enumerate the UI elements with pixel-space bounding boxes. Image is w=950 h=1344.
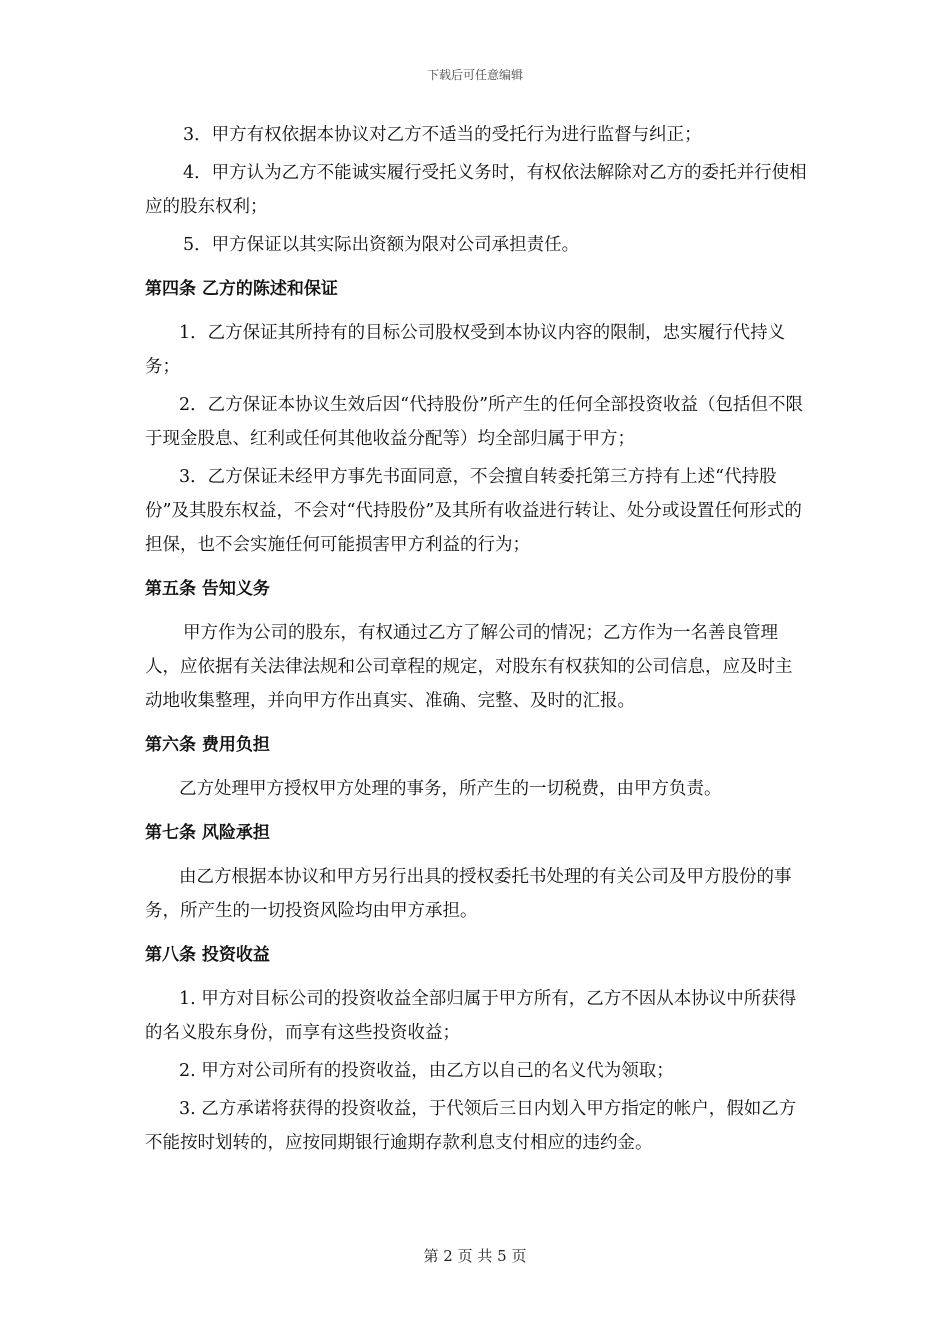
clause-3-item-3: 3．甲方有权依据本协议对乙方不适当的受托行为进行监督与纠正； xyxy=(183,125,702,145)
article-4-item-1: 1．乙方保证其所持有的目标公司股权受到本协议内容的限制，忠实履行代持义务； xyxy=(145,323,786,377)
article-4-item-3: 3．乙方保证未经甲方事先书面同意，不会擅自转委托第三方持有上述“代持股份”及其股东权益，不会对“代持股份”及其所有收益进行转让、处分或设置任何形式的担保，也不会实施任何可能损害甲方利益的行为； xyxy=(145,467,802,555)
section-title-article-8: 第八条 投资收益 xyxy=(145,945,270,965)
clause-3-item-4: 4．甲方认为乙方不能诚实履行受托义务时，有权依法解除对乙方的委托并行使相应的股东权利； xyxy=(145,163,807,217)
article-6-text: 乙方处理甲方授权甲方处理的事务，所产生的一切税费，由甲方负责。 xyxy=(179,779,722,799)
article-5-text: 甲方作为公司的股东，有权通过乙方了解公司的情况；乙方作为一名善良管理人，应依据有关法律法规和公司章程的规定，对股东有权获知的公司信息，应及时主动地收集整理，并向甲方作出真实、准确、完整、及时的汇报。 xyxy=(145,623,793,711)
page-number-footer: 第 2 页 共 5 页 xyxy=(423,1247,527,1265)
section-title-article-7: 第七条 风险承担 xyxy=(145,823,270,843)
article-8-item-3: 3. 乙方承诺将获得的投资收益，于代领后三日内划入甲方指定的帐户，假如乙方不能按时划转的，应按同期银行逾期存款利息支付相应的违约金。 xyxy=(145,1099,797,1153)
clause-3-item-5: 5．甲方保证以其实际出资额为限对公司承担责任。 xyxy=(183,235,580,255)
section-title-article-4: 第四条 乙方的陈述和保证 xyxy=(145,279,338,299)
section-title-article-5: 第五条 告知义务 xyxy=(145,579,270,599)
article-8-item-2: 2. 甲方对公司所有的投资收益，由乙方以自己的名义代为领取； xyxy=(179,1061,674,1081)
article-8-item-1: 1. 甲方对目标公司的投资收益全部归属于甲方所有，乙方不因从本协议中所获得的名义股东身份，而享有这些投资收益； xyxy=(145,989,797,1043)
section-title-article-6: 第六条 费用负担 xyxy=(145,735,270,755)
document-body xyxy=(145,118,807,1164)
article-7-text: 由乙方根据本协议和甲方另行出具的授权委托书处理的有关公司及甲方股份的事务，所产生的一切投资风险均由甲方承担。 xyxy=(145,867,792,921)
article-4-item-2: 2．乙方保证本协议生效后因“代持股份”所产生的任何全部投资收益（包括但不限于现金股息、红利或任何其他收益分配等）均全部归属于甲方； xyxy=(145,395,804,449)
page-header: 下载后可任意编辑 xyxy=(426,68,523,82)
